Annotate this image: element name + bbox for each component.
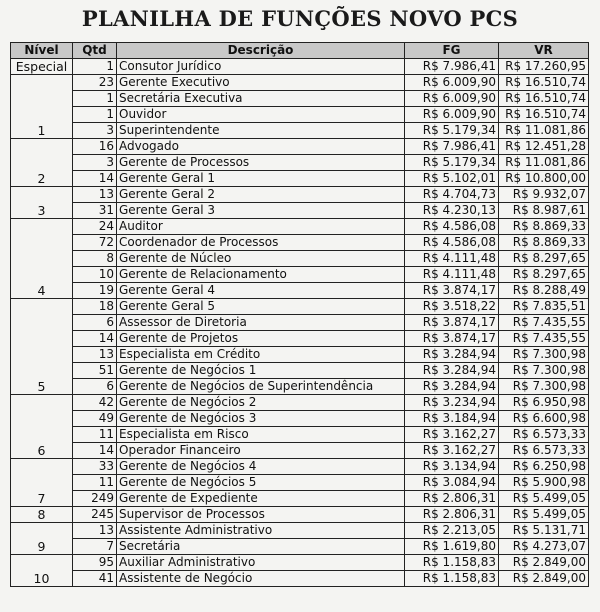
qtd-cell: 41 [73,571,117,587]
header-nivel: Nível [11,43,73,59]
table-row [11,427,589,443]
fg-cell: R$ 3.234,94 [405,395,499,411]
descricao-cell: Gerente de Negócios 1 [117,363,405,379]
descricao-cell: Secretária [117,539,405,555]
fg-cell: R$ 7.986,41 [405,139,499,155]
vr-cell: R$ 8.987,61 [499,203,589,219]
vr-cell: R$ 5.900,98 [499,475,589,491]
vr-cell: R$ 6.950,98 [499,395,589,411]
vr-cell: R$ 11.081,86 [499,123,589,139]
fg-cell: R$ 3.284,94 [405,347,499,363]
descricao-cell: Auxiliar Administrativo [117,555,405,571]
fg-cell: R$ 2.806,31 [405,491,499,507]
qtd-cell: 1 [73,59,117,75]
nivel-cell: 2 [11,139,73,187]
descricao-cell: Auditor [117,219,405,235]
fg-cell: R$ 1.619,80 [405,539,499,555]
descricao-cell: Consutor Jurídico [117,59,405,75]
nivel-cell: Especial [11,59,73,75]
vr-cell: R$ 16.510,74 [499,75,589,91]
descricao-cell: Gerente Geral 1 [117,171,405,187]
vr-cell: R$ 2.849,00 [499,571,589,587]
vr-cell: R$ 4.273,07 [499,539,589,555]
vr-cell: R$ 7.835,51 [499,299,589,315]
table-header-row [11,43,589,59]
fg-cell: R$ 5.102,01 [405,171,499,187]
vr-cell: R$ 9.932,07 [499,187,589,203]
table-body [11,59,589,587]
fg-cell: R$ 1.158,83 [405,571,499,587]
table-row [11,91,589,107]
table-row [11,283,589,299]
qtd-cell: 7 [73,539,117,555]
vr-cell: R$ 8.297,65 [499,267,589,283]
fg-cell: R$ 3.874,17 [405,315,499,331]
table-row [11,459,589,475]
table-row [11,411,589,427]
table-row [11,171,589,187]
nivel-cell: 6 [11,395,73,459]
vr-cell: R$ 8.288,49 [499,283,589,299]
fg-cell: R$ 3.162,27 [405,427,499,443]
descricao-cell: Gerente de Projetos [117,331,405,347]
table-row [11,155,589,171]
descricao-cell: Gerente de Negócios 3 [117,411,405,427]
descricao-cell: Supervisor de Processos [117,507,405,523]
table-row [11,363,589,379]
table-row [11,187,589,203]
descricao-cell: Gerente Geral 4 [117,283,405,299]
fg-cell: R$ 7.986,41 [405,59,499,75]
qtd-cell: 51 [73,363,117,379]
table-row [11,347,589,363]
table-row [11,315,589,331]
fg-cell: R$ 4.111,48 [405,267,499,283]
descricao-cell: Gerente Executivo [117,75,405,91]
page-title: PLANILHA DE FUNÇÕES NOVO PCS [81,6,519,31]
table-row [11,507,589,523]
vr-cell: R$ 7.300,98 [499,379,589,395]
qtd-cell: 11 [73,475,117,491]
vr-cell: R$ 5.499,05 [499,491,589,507]
qtd-cell: 23 [73,75,117,91]
fg-cell: R$ 3.162,27 [405,443,499,459]
vr-cell: R$ 5.131,71 [499,523,589,539]
table-row [11,379,589,395]
header-fg: FG [405,43,499,59]
table-row [11,491,589,507]
qtd-cell: 245 [73,507,117,523]
nivel-cell: 3 [11,187,73,219]
qtd-cell: 6 [73,379,117,395]
table-row [11,75,589,91]
vr-cell: R$ 16.510,74 [499,91,589,107]
fg-cell: R$ 4.704,73 [405,187,499,203]
qtd-cell: 1 [73,107,117,123]
qtd-cell: 16 [73,139,117,155]
qtd-cell: 42 [73,395,117,411]
nivel-cell: 10 [11,555,73,587]
qtd-cell: 13 [73,347,117,363]
nivel-cell: 8 [11,507,73,523]
fg-cell: R$ 5.179,34 [405,155,499,171]
descricao-cell: Gerente de Negócios de Superintendência [117,379,405,395]
table-row [11,251,589,267]
descricao-cell: Coordenador de Processos [117,235,405,251]
descricao-cell: Advogado [117,139,405,155]
header-qtd: Qtd [73,43,117,59]
vr-cell: R$ 17.260,95 [499,59,589,75]
table-row [11,267,589,283]
vr-cell: R$ 6.573,33 [499,443,589,459]
descricao-cell: Assessor de Diretoria [117,315,405,331]
table-row [11,443,589,459]
vr-cell: R$ 7.300,98 [499,347,589,363]
table-row [11,107,589,123]
qtd-cell: 72 [73,235,117,251]
qtd-cell: 3 [73,155,117,171]
table-row [11,59,589,75]
descricao-cell: Gerente Geral 2 [117,187,405,203]
vr-cell: R$ 10.800,00 [499,171,589,187]
table-row [11,203,589,219]
descricao-cell: Gerente de Processos [117,155,405,171]
descricao-cell: Especialista em Crédito [117,347,405,363]
descricao-cell: Operador Financeiro [117,443,405,459]
table-row [11,219,589,235]
vr-cell: R$ 5.499,05 [499,507,589,523]
fg-cell: R$ 2.806,31 [405,507,499,523]
qtd-cell: 13 [73,187,117,203]
qtd-cell: 31 [73,203,117,219]
fg-cell: R$ 3.874,17 [405,283,499,299]
vr-cell: R$ 7.435,55 [499,315,589,331]
fg-cell: R$ 3.284,94 [405,379,499,395]
qtd-cell: 10 [73,267,117,283]
table-row [11,571,589,587]
descricao-cell: Gerente de Negócios 5 [117,475,405,491]
fg-cell: R$ 5.179,34 [405,123,499,139]
table-row [11,523,589,539]
qtd-cell: 3 [73,123,117,139]
table-row [11,299,589,315]
qtd-cell: 33 [73,459,117,475]
fg-cell: R$ 4.230,13 [405,203,499,219]
descricao-cell: Ouvidor [117,107,405,123]
vr-cell: R$ 2.849,00 [499,555,589,571]
descricao-cell: Gerente Geral 5 [117,299,405,315]
vr-cell: R$ 12.451,28 [499,139,589,155]
vr-cell: R$ 8.297,65 [499,251,589,267]
vr-cell: R$ 6.600,98 [499,411,589,427]
qtd-cell: 95 [73,555,117,571]
table-row [11,235,589,251]
vr-cell: R$ 16.510,74 [499,107,589,123]
fg-cell: R$ 4.586,08 [405,219,499,235]
table-row [11,331,589,347]
qtd-cell: 14 [73,443,117,459]
fg-cell: R$ 4.111,48 [405,251,499,267]
descricao-cell: Superintendente [117,123,405,139]
descricao-cell: Gerente de Expediente [117,491,405,507]
qtd-cell: 13 [73,523,117,539]
fg-cell: R$ 3.134,94 [405,459,499,475]
descricao-cell: Gerente de Negócios 2 [117,395,405,411]
fg-cell: R$ 6.009,90 [405,107,499,123]
nivel-cell: 4 [11,219,73,299]
fg-cell: R$ 6.009,90 [405,75,499,91]
vr-cell: R$ 6.573,33 [499,427,589,443]
table-row [11,123,589,139]
table-row [11,475,589,491]
vr-cell: R$ 11.081,86 [499,155,589,171]
qtd-cell: 249 [73,491,117,507]
vr-cell: R$ 8.869,33 [499,235,589,251]
header-vr: VR [499,43,589,59]
vr-cell: R$ 6.250,98 [499,459,589,475]
qtd-cell: 8 [73,251,117,267]
descricao-cell: Especialista em Risco [117,427,405,443]
fg-cell: R$ 3.284,94 [405,363,499,379]
qtd-cell: 14 [73,171,117,187]
descricao-cell: Gerente de Núcleo [117,251,405,267]
nivel-cell: 5 [11,299,73,395]
descricao-cell: Assistente de Negócio [117,571,405,587]
qtd-cell: 19 [73,283,117,299]
funcoes-table [10,42,589,587]
fg-cell: R$ 1.158,83 [405,555,499,571]
table-row [11,539,589,555]
qtd-cell: 6 [73,315,117,331]
header-descricao: Descrição [117,43,405,59]
fg-cell: R$ 4.586,08 [405,235,499,251]
nivel-cell: 1 [11,75,73,139]
fg-cell: R$ 2.213,05 [405,523,499,539]
nivel-cell: 9 [11,523,73,555]
table-row [11,139,589,155]
nivel-cell: 7 [11,459,73,507]
qtd-cell: 14 [73,331,117,347]
qtd-cell: 49 [73,411,117,427]
table-row [11,395,589,411]
vr-cell: R$ 8.869,33 [499,219,589,235]
fg-cell: R$ 3.874,17 [405,331,499,347]
descricao-cell: Secretária Executiva [117,91,405,107]
table-row [11,555,589,571]
fg-cell: R$ 3.084,94 [405,475,499,491]
descricao-cell: Assistente Administrativo [117,523,405,539]
vr-cell: R$ 7.435,55 [499,331,589,347]
qtd-cell: 18 [73,299,117,315]
qtd-cell: 24 [73,219,117,235]
descricao-cell: Gerente de Negócios 4 [117,459,405,475]
fg-cell: R$ 3.518,22 [405,299,499,315]
fg-cell: R$ 6.009,90 [405,91,499,107]
fg-cell: R$ 3.184,94 [405,411,499,427]
descricao-cell: Gerente de Relacionamento [117,267,405,283]
vr-cell: R$ 7.300,98 [499,363,589,379]
qtd-cell: 1 [73,91,117,107]
qtd-cell: 11 [73,427,117,443]
descricao-cell: Gerente Geral 3 [117,203,405,219]
